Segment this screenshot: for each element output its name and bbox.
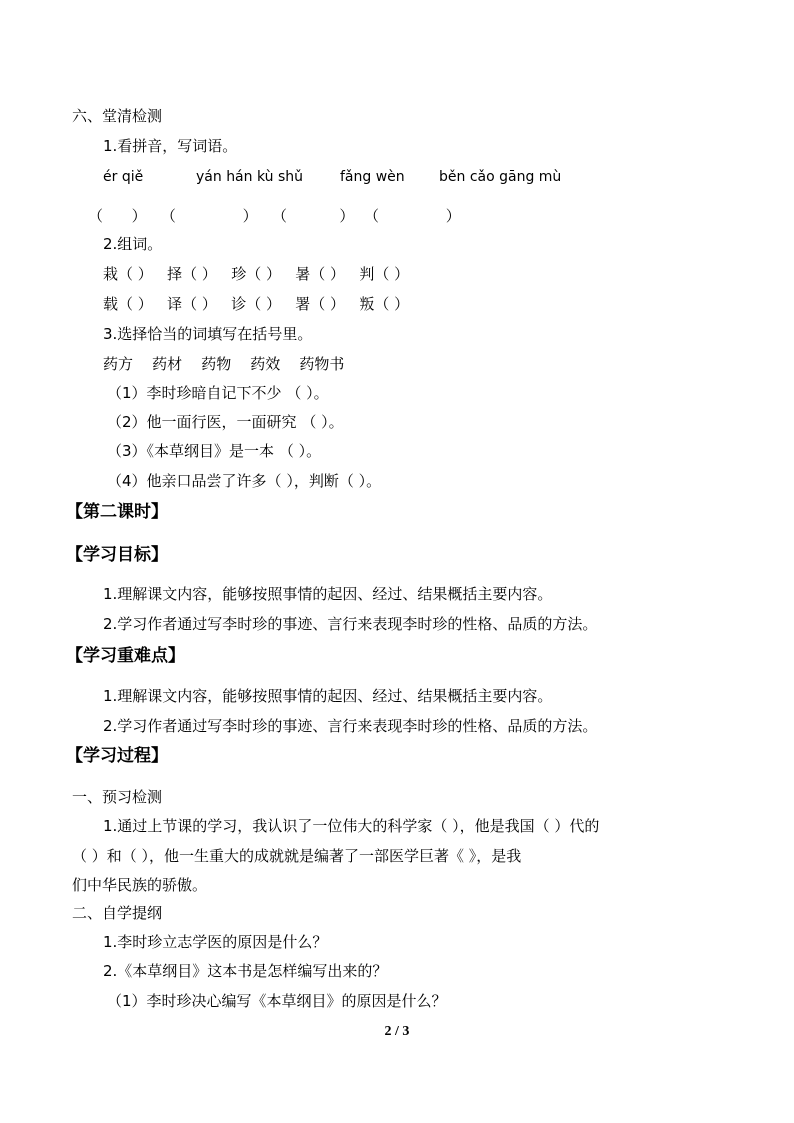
word-options: 药方 药材 药物 药效 药物书 [103,355,345,373]
word-group-row: 栽（ ） 择（ ） 珍（ ） 暑（ ） 判（ ） [103,265,410,283]
preview-line: 们中华民族的骄傲。 [72,876,208,894]
question-label: 1.看拼音，写词语。 [103,137,238,155]
goals-title: 【学习目标】 [66,545,168,565]
outline-line: 1.李时珍立志学医的原因是什么？ [103,933,328,951]
fill-item: （4）他亲口品尝了许多（ ），判断（ ）。 [107,472,382,490]
lesson-title: 【第二课时】 [66,502,168,522]
fill-item: （1）李时珍暗自记下不少 （ ）。 [107,384,329,402]
goal-item: 1.理解课文内容，能够按照事情的起因、经过、结果概括主要内容。 [103,585,553,603]
question-label: 3.选择恰当的词填写在括号里。 [103,325,313,343]
question-label: 2.组词。 [103,235,163,253]
pinyin-item: yán hán kù shǔ [196,169,304,185]
process-title: 【学习过程】 [66,746,168,766]
fill-item: （3）《本草纲目》是一本 （ ）。 [107,442,322,460]
pinyin-item: fǎng wèn [340,169,405,185]
key-point-item: 1.理解课文内容，能够按照事情的起因、经过、结果概括主要内容。 [103,687,553,705]
goal-item: 2.学习作者通过写李时珍的事迹、言行来表现李时珍的性格、品质的方法。 [103,615,598,633]
preview-line: （ ）和（ ），他一生重大的成就就是编著了一部医学巨著《 》，是我 [72,847,522,865]
section-title: 六、堂清检测 [72,107,163,125]
outline-line: 2.《本草纲目》这本书是怎样编写出来的？ [103,962,388,980]
answer-blanks-row: （ ） （ ） （ ） （ ） [88,207,461,225]
outline-title: 二、自学提纲 [72,904,163,922]
page-number: 2 / 3 [384,1024,410,1039]
preview-line: 1.通过上节课的学习，我认识了一位伟大的科学家（ ），他是我国（ ）代的 [103,817,600,835]
pinyin-item: ér qiě [103,169,144,185]
key-points-title: 【学习重难点】 [66,646,185,666]
key-point-item: 2.学习作者通过写李时珍的事迹、言行来表现李时珍的性格、品质的方法。 [103,717,598,735]
outline-line: （1）李时珍决心编写《本草纲目》的原因是什么？ [107,992,447,1010]
fill-item: （2）他一面行医，一面研究 （ ）。 [107,413,344,431]
preview-title: 一、预习检测 [72,788,163,806]
word-group-row: 载（ ） 译（ ） 诊（ ） 署（ ） 叛（ ） [103,295,410,313]
pinyin-item: běn cǎo gāng mù [439,169,562,185]
